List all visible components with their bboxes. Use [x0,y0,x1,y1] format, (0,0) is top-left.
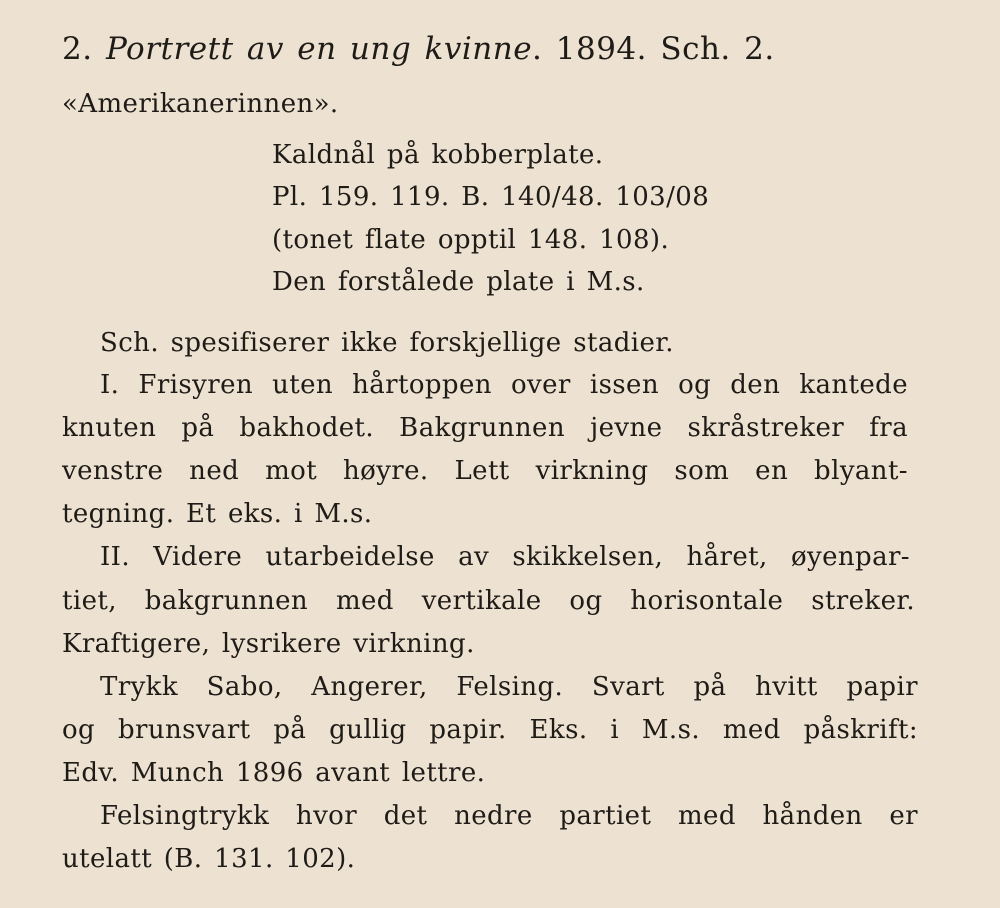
body-line: Edv. Munch 1896 avant lettre. [62,758,486,788]
body-line: venstre ned mot høyre. Lett virkning som en blyant- [62,456,908,486]
technique-line: Pl. 159. 119. B. 140/48. 103/08 [272,182,710,212]
technique-line: Den forstålede plate i M.s. [272,267,645,297]
body-line: Trykk Sabo, Angerer, Felsing. Svart på hvitt papir [100,672,918,702]
technique-line: (tonet flate opptil 148. 108). [272,225,670,255]
body-line: Kraftigere, lysrikere virkning. [62,629,475,659]
body-line: utelatt (B. 131. 102). [62,844,356,874]
body-line: og brunsvart på gullig papir. Eks. i M.s. med påskrift: [62,715,918,745]
body-line: tiet, bakgrunnen med vertikale og horisontale streker. [62,586,915,616]
entry-number: 2. [62,31,93,67]
body-line: tegning. Et eks. i M.s. [62,499,373,529]
entry-title: Portrett av en ung kvinne [105,31,533,67]
entry-nickname: «Amerikanerinnen». [62,89,339,119]
body-line: Felsingtrykk hvor det nedre partiet med hånden er [100,801,918,831]
entry-date-reference: . 1894. Sch. 2. [532,31,775,67]
body-line: knuten på bakhodet. Bakgrunnen jevne skråstreker fra [62,413,908,443]
body-line: Sch. spesifiserer ikke forskjellige stadier. [100,328,674,358]
technique-line: Kaldnål på kobberplate. [272,140,604,170]
body-line: II. Videre utarbeidelse av skikkelsen, håret, øyenpar- [100,542,910,572]
body-line: I. Frisyren uten hårtoppen over issen og den kantede [100,370,908,400]
entry-heading [62,31,775,67]
